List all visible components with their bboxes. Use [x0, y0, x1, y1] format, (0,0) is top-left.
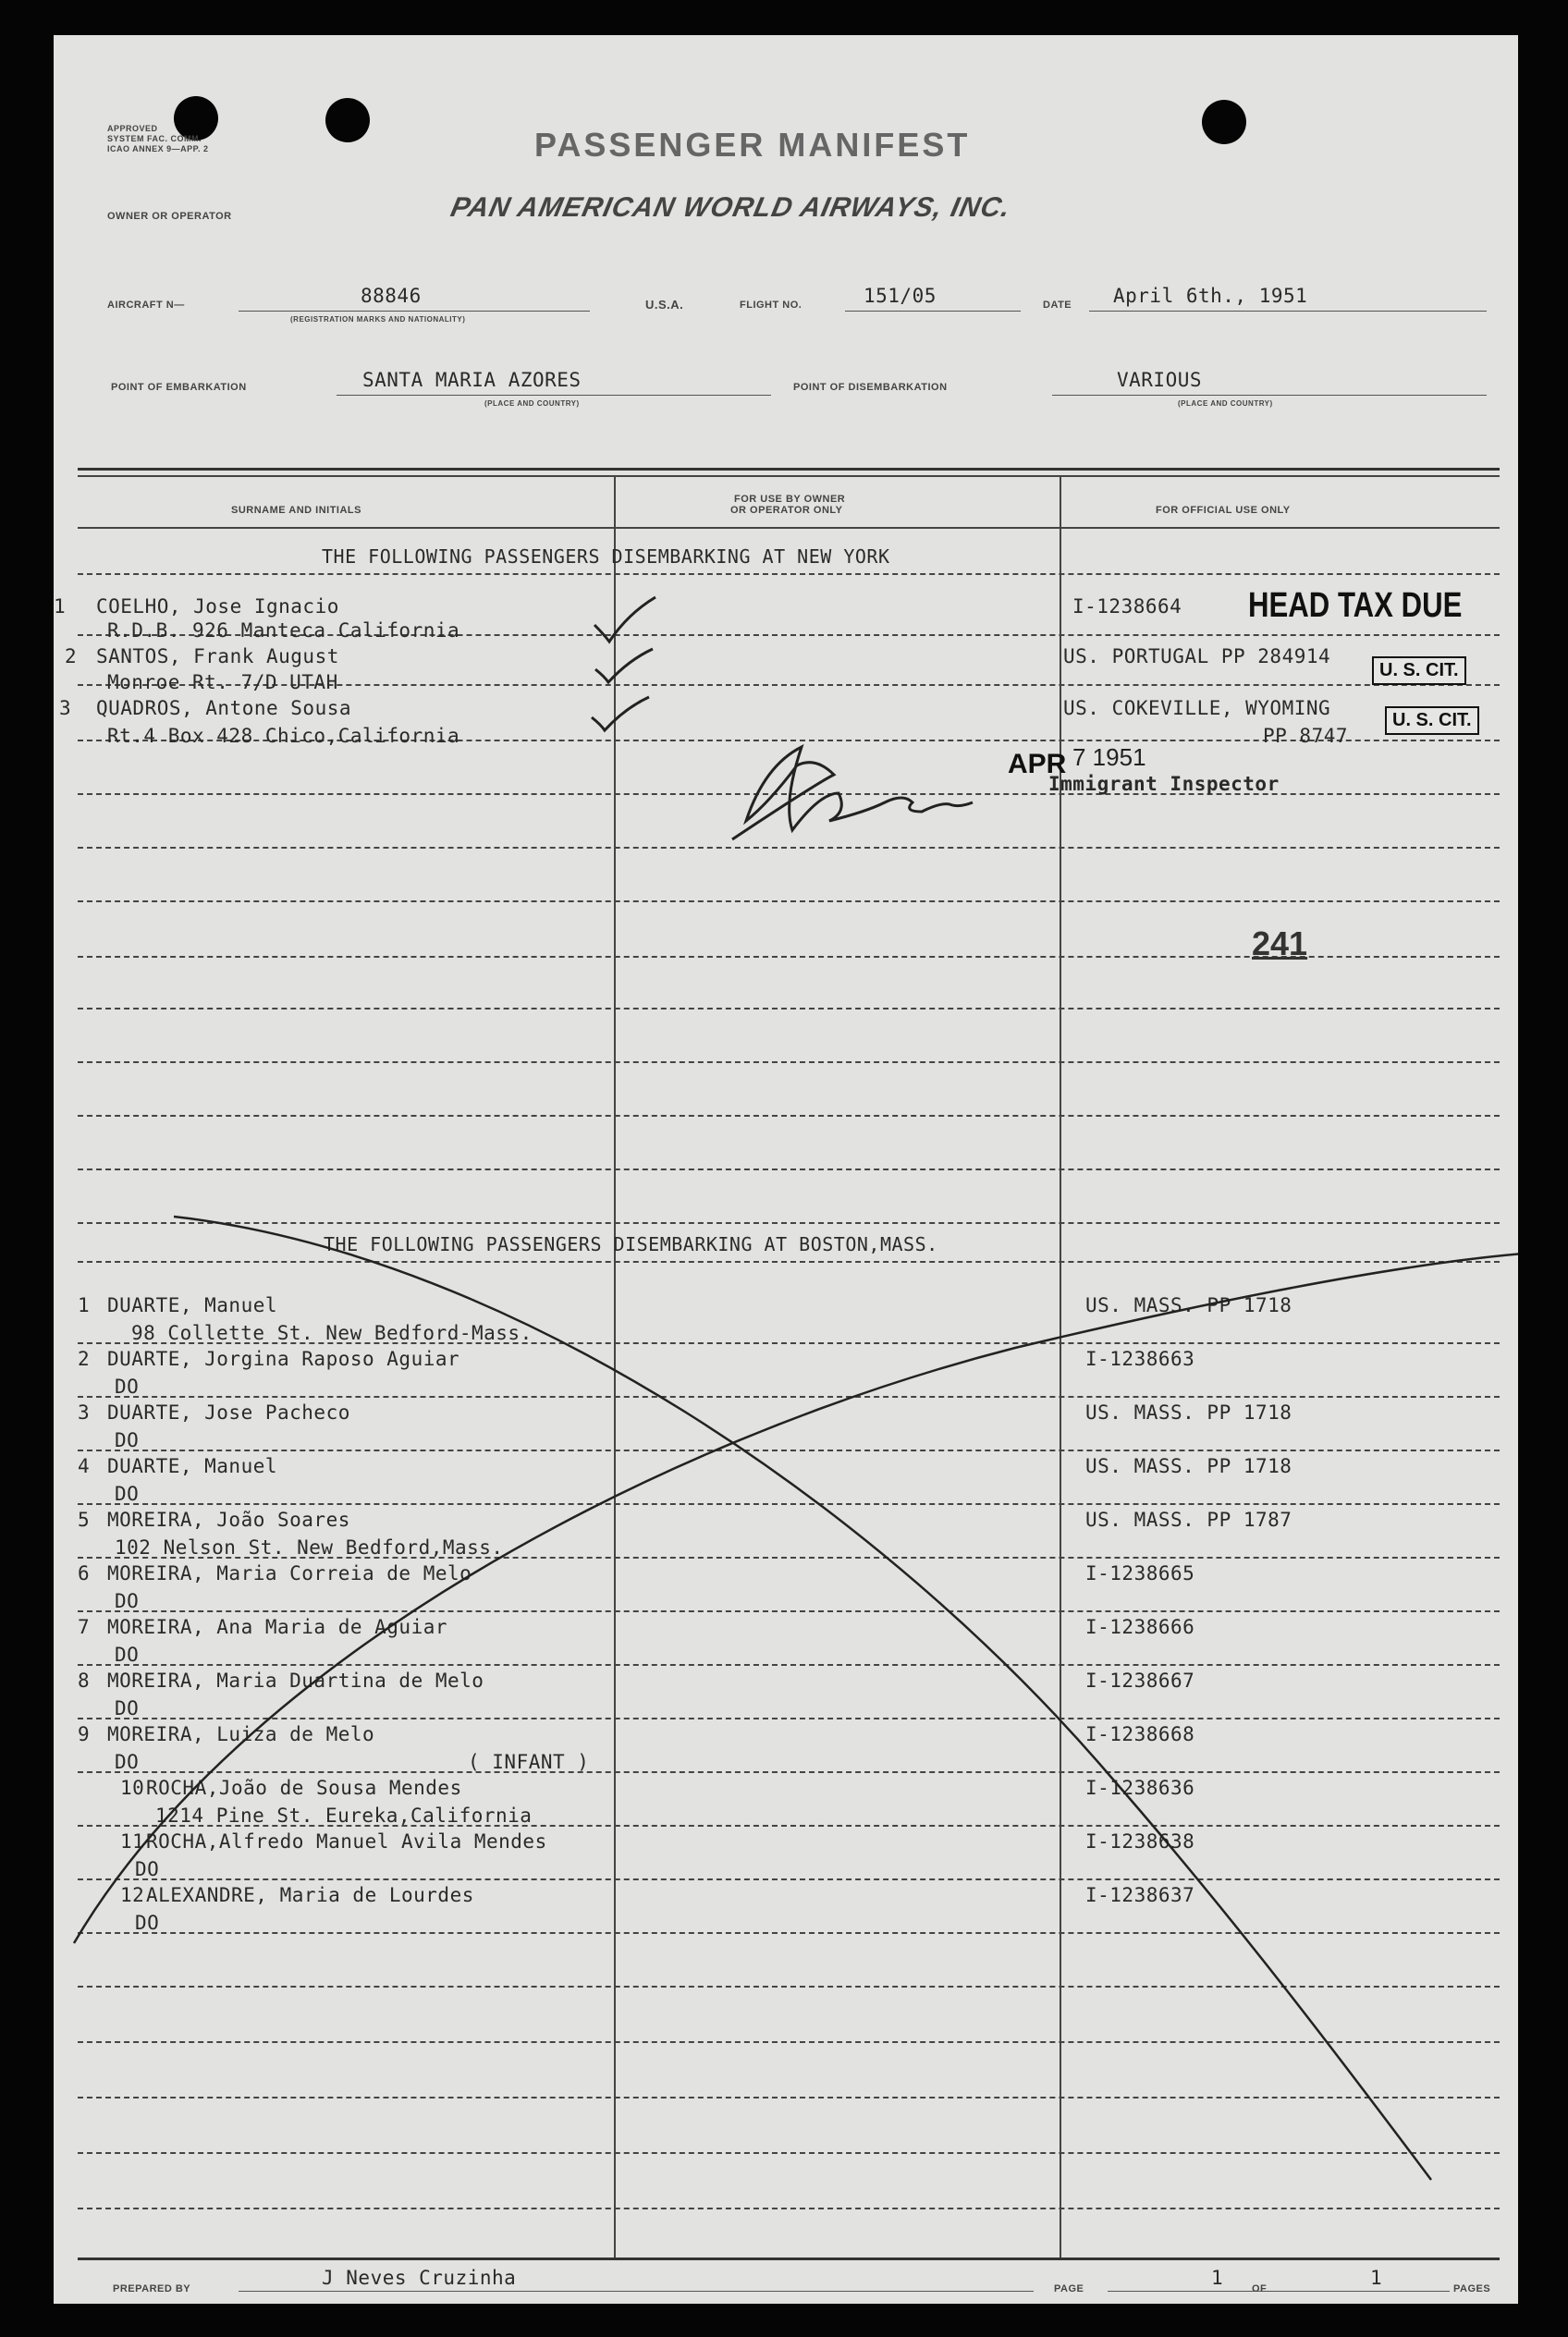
boston-passenger-name: MOREIRA, João Soares	[107, 1509, 350, 1531]
owner-label: OWNER OR OPERATOR	[107, 211, 232, 222]
boston-passenger-official: I-1238666	[1085, 1616, 1195, 1638]
boston-passenger-num: 12	[120, 1884, 145, 1906]
boston-passenger-name: DUARTE, Manuel	[107, 1455, 278, 1477]
flight-value: 151/05	[864, 285, 937, 307]
ny-passenger-name: SANTOS, Frank August	[96, 645, 339, 667]
boston-passenger-official: I-1238668	[1085, 1723, 1195, 1745]
ny-passenger-official: I-1238664	[1072, 595, 1182, 618]
ny-passenger-name: COELHO, Jose Ignacio	[96, 595, 339, 618]
boston-passenger-address: DO	[115, 1376, 140, 1398]
col-header-name: SURNAME AND INITIALS	[231, 505, 361, 516]
boston-passenger-name: MOREIRA, Maria Duartina de Melo	[107, 1670, 484, 1692]
boston-passenger-address: 1214 Pine St. Eureka,California	[155, 1805, 533, 1827]
boston-passenger-official: I-1238663	[1085, 1348, 1195, 1370]
boston-passenger-official: I-1238667	[1085, 1670, 1195, 1692]
ny-passenger-address: Rt.4 Box 428 Chico,California	[107, 725, 460, 747]
boston-section-heading: THE FOLLOWING PASSENGERS DISEMBARKING AT BOSTON,MASS.	[324, 1233, 938, 1255]
ny-passenger-address: Monroe Rt. 7/D UTAH	[107, 671, 338, 693]
embark-label: POINT OF EMBARKATION	[111, 382, 247, 393]
boston-passenger-address: 102 Nelson St. New Bedford,Mass.	[115, 1536, 504, 1559]
boston-passenger-address: 98 Collette St. New Bedford-Mass.	[131, 1322, 533, 1344]
boston-passenger-address: DO	[115, 1429, 140, 1451]
boston-passenger-num: 2	[78, 1348, 91, 1370]
inspector-signature	[732, 747, 973, 839]
cancellation-stroke	[74, 1254, 1518, 1943]
ny-passenger-num: 2	[65, 645, 78, 667]
boston-passenger-name: ROCHA,Alfredo Manuel Avila Mendes	[146, 1830, 547, 1853]
boston-passenger-address: DO	[115, 1751, 140, 1773]
boston-passenger-name: MOREIRA, Maria Correia de Melo	[107, 1562, 472, 1585]
boston-passenger-address: DO	[135, 1858, 160, 1880]
boston-passenger-name: MOREIRA, Ana Maria de Aguiar	[107, 1616, 448, 1638]
date-label: DATE	[1043, 300, 1072, 311]
embark-caption: (PLACE AND COUNTRY)	[484, 399, 580, 408]
col-header-official: FOR OFFICIAL USE ONLY	[1156, 505, 1291, 516]
ny-passenger-name: QUADROS, Antone Sousa	[96, 697, 352, 719]
boston-passenger-name: ROCHA,João de Sousa Mendes	[146, 1777, 462, 1799]
boston-passenger-name: DUARTE, Jose Pacheco	[107, 1401, 350, 1424]
boston-passenger-official: US. MASS. PP 1718	[1085, 1455, 1292, 1477]
boston-passenger-num: 4	[78, 1455, 91, 1477]
usa-label: U.S.A.	[645, 298, 684, 312]
page-value: 1	[1211, 2267, 1224, 2289]
page-number-handwritten: 241	[1252, 924, 1308, 962]
boston-passenger-address: DO	[115, 1697, 140, 1719]
prepared-label: PREPARED BY	[113, 2283, 191, 2294]
boston-passenger-address: DO	[115, 1644, 140, 1666]
boston-passenger-name: DUARTE, Jorgina Raposo Aguiar	[107, 1348, 460, 1370]
boston-passenger-num: 11	[120, 1830, 145, 1853]
cancellation-stroke	[174, 1217, 1431, 2180]
ny-passenger-address: R.D.B. 926 Manteca California	[107, 619, 460, 642]
boston-passenger-num: 10	[120, 1777, 145, 1799]
of-value: 1	[1370, 2267, 1383, 2289]
of-label: OF	[1252, 2283, 1268, 2294]
form-title: PASSENGER MANIFEST	[534, 126, 971, 164]
manifest-sheet	[54, 35, 1518, 2304]
col-header-operator-2: OR OPERATOR ONLY	[730, 505, 843, 516]
boston-passenger-address: DO	[115, 1483, 140, 1505]
check-mark-icon	[592, 697, 649, 730]
boston-passenger-num: 6	[78, 1562, 91, 1585]
approval-line-1: APPROVED	[107, 124, 158, 133]
boston-passenger-address: DO	[135, 1912, 160, 1934]
ny-passenger-num: 3	[59, 697, 72, 719]
ny-passenger-official: US. COKEVILLE, WYOMING	[1063, 697, 1331, 719]
owner-name: PAN AMERICAN WORLD AIRWAYS, INC.	[447, 192, 1014, 223]
boston-passenger-official: I-1238636	[1085, 1777, 1195, 1799]
embark-value: SANTA MARIA AZORES	[362, 369, 582, 391]
aircraft-value: 88846	[361, 285, 422, 307]
boston-passenger-note: ( INFANT )	[468, 1751, 590, 1773]
ny-section-heading: THE FOLLOWING PASSENGERS DISEMBARKING AT NEW YORK	[322, 545, 890, 568]
flight-label: FLIGHT NO.	[740, 300, 802, 311]
boston-passenger-num: 9	[78, 1723, 91, 1745]
boston-passenger-name: DUARTE, Manuel	[107, 1294, 278, 1316]
handwritten-marks	[54, 35, 1518, 2304]
boston-passenger-address: DO	[115, 1590, 140, 1612]
ny-passenger-official-2: PP 8747	[1263, 725, 1349, 747]
boston-passenger-official: US. MASS. PP 1718	[1085, 1294, 1292, 1316]
disembark-value: VARIOUS	[1117, 369, 1203, 391]
boston-passenger-official: US. MASS. PP 1718	[1085, 1401, 1292, 1424]
check-mark-icon	[594, 597, 655, 642]
page-label: PAGE	[1054, 2283, 1084, 2294]
boston-passenger-num: 1	[78, 1294, 91, 1316]
us-cit-stamp: U. S. CIT.	[1372, 656, 1466, 685]
boston-passenger-official: I-1238638	[1085, 1830, 1195, 1853]
col-header-operator-1: FOR USE BY OWNER	[734, 494, 846, 505]
boston-passenger-name: ALEXANDRE, Maria de Lourdes	[146, 1884, 474, 1906]
head-tax-stamp: HEAD TAX DUE	[1248, 586, 1463, 625]
inspector-label: Immigrant Inspector	[1048, 773, 1280, 795]
boston-passenger-num: 7	[78, 1616, 91, 1638]
aircraft-label: AIRCRAFT N—	[107, 300, 185, 311]
pages-label: PAGES	[1453, 2283, 1491, 2294]
prepared-value: J Neves Cruzinha	[322, 2267, 517, 2289]
approval-line-3: ICAO ANNEX 9—APP. 2	[107, 144, 209, 153]
approval-line-2: SYSTEM FAC. COMM.	[107, 134, 202, 143]
disembark-label: POINT OF DISEMBARKATION	[793, 382, 948, 393]
date-stamp-day: 7 1951	[1072, 743, 1146, 771]
boston-passenger-official: I-1238665	[1085, 1562, 1195, 1585]
boston-passenger-official: US. MASS. PP 1787	[1085, 1509, 1292, 1531]
us-cit-stamp: U. S. CIT.	[1385, 706, 1479, 735]
boston-passenger-name: MOREIRA, Luiza de Melo	[107, 1723, 375, 1745]
date-stamp-month: APR	[1008, 749, 1067, 779]
check-mark-icon	[595, 649, 653, 682]
boston-passenger-num: 5	[78, 1509, 91, 1531]
ny-passenger-num: 1	[54, 595, 67, 618]
ny-passenger-official: US. PORTUGAL PP 284914	[1063, 645, 1331, 667]
boston-passenger-num: 3	[78, 1401, 91, 1424]
date-value: April 6th., 1951	[1113, 285, 1308, 307]
boston-passenger-official: I-1238637	[1085, 1884, 1195, 1906]
aircraft-caption: (REGISTRATION MARKS AND NATIONALITY)	[290, 315, 466, 324]
boston-passenger-num: 8	[78, 1670, 91, 1692]
disembark-caption: (PLACE AND COUNTRY)	[1178, 399, 1273, 408]
